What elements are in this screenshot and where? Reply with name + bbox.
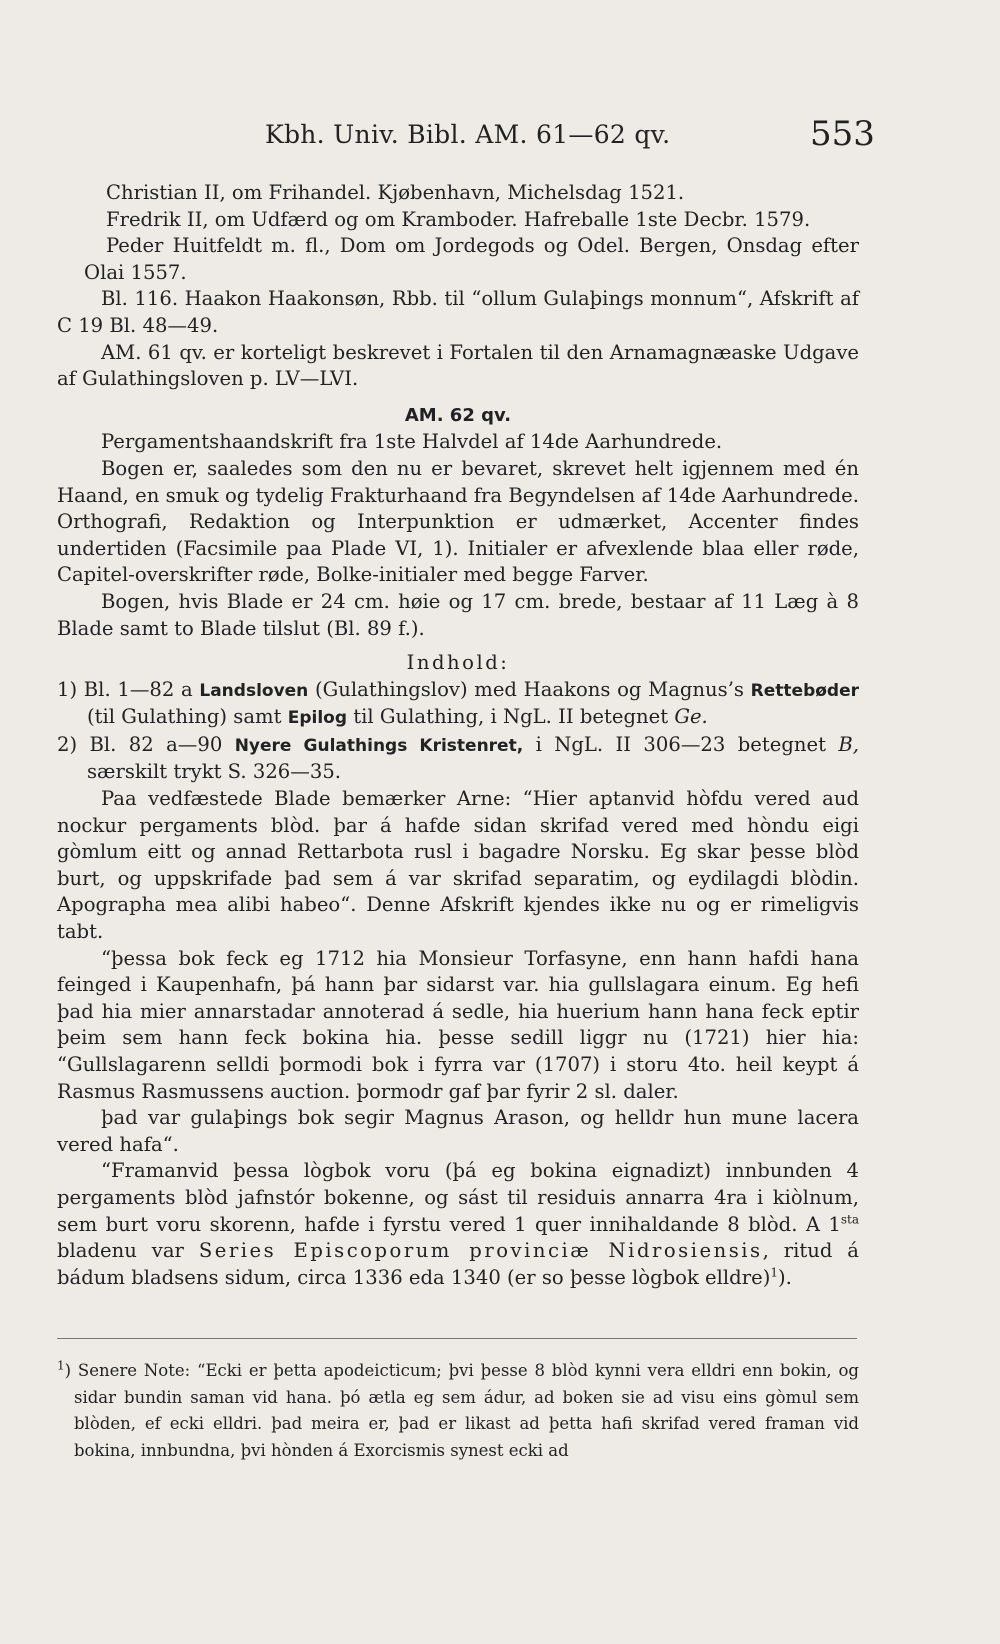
paragraph-dimensions: Bogen, hvis Blade er 24 cm. høie og 17 cm. brede, bestaar af 11 Læg à 8 Blade samt to Blade tilslut (Bl. 89 f.). [57, 589, 859, 640]
footnote-marker: 1 [57, 1358, 65, 1373]
entry-haakon: Bl. 116. Haakon Haakonsøn, Rbb. til “ollum Gulaþings monnum“, Afskrift af C 19 Bl. 48—49. [57, 287, 859, 337]
footnotes [57, 1358, 859, 1464]
footnote-reference: 1 [770, 1265, 778, 1280]
paragraph-hand: Bogen er, saaledes som den nu er bevaret, skrevet helt igjennem med én Haand, en smuk og tydelig Frakturhaand fra Begyndelsen af 14de Aarhundrede. Orthografi, Redaktion og Interpunktion er udmærket, Accenter findes undertiden (Facsimile paa Plade VI, 1). Initialer er afvexlende blaa eller røde, Capitel-overskrifter røde, Bolke-initialer med begge Farver. [57, 456, 859, 587]
paragraph-torfason: “þessa bok feck eg 1712 hia Monsieur Torfasyne, enn hann hafdi hana feinged i Kaupenhafn, þá hann þar sidarst var. hia gullslagara einum. Eg hefi þad hia mier annarstadar annoterad á sedle, hia huerium hann hana feck eptir þeim sem hann feck bokina hia. þesse sedill liggr nu (1721) hier hia: “Gullslagarenn selldi þormodi bok i fyrra var (1707) i storu 4to. heil keypt á Rasmus Rasmussens auction. þormodr gaf þar fyrir 2 sl. daler. [57, 946, 859, 1103]
entry-fredrik: Fredrik II, om Udfærd og om Kramboder. Hafreballe 1ste Decbr. 1579. [106, 207, 811, 231]
entry-am61: AM. 61 qv. er korteligt beskrevet i Fortalen til den Arnamagnæaske Udgave af Gulathingsloven p. LV—LVI. [57, 340, 859, 391]
main-text [57, 180, 859, 1291]
header-title: Kbh. Univ. Bibl. AM. 61—62 qv. [265, 120, 671, 149]
entry-peder: Peder Huitfeldt m. fl., Dom om Jordegods og Odel. Bergen, Onsdag efter Olai 1557. [84, 234, 859, 284]
running-header [0, 114, 1000, 158]
paragraph-gulathings: þad var gulaþings bok segir Magnus Arason, og helldr hun mune lacera vered hafa“. [57, 1106, 859, 1156]
paragraph-arne-note: Paa vedfæstede Blade bemærker Arne: “Hier aptanvid hòfdu vered aud nockur pergaments blòd. þar á hafde sidan skrifad vered med hòndu eigi gòmlum eitt og annad Rettarbota rusl i bagadre Norsku. Eg skar þesse blòd burt, og uppskrifade þad sem á var skrifad separatim, og eydilagdi blòdin. Apographa mea alibi habeo“. Denne Afskrift kjendes ikke nu og er rimeligvis tabt. [57, 787, 859, 944]
contents-heading: Indhold: [406, 651, 510, 675]
contents-item-1: 1) Bl. 1—82 a Landsloven (Gulathingslov) med Haakons og Magnus’s Rettebøder (til Gulathing) samt Epilog til Gulathing, i NgL. II betegnet Ge. [57, 677, 860, 729]
paragraph-framanvid: “Framanvid þessa lògbok voru (þá eg bokina eignadizt) innbunden 4 pergaments blòd jafnstór bokenne, og sást til residuis annarra 4ra i kiòlnum, sem burt voru skorenn, hafde i fyrstu vered 1 quer innihaldande 8 blòd. A $1^{sta}$ bladenu var Series Episcoporum provinciæ Nidrosiensis, ritud á bádum bladsens sidum, circa 1336 eda 1340 (er so þesse lògbok elldre)$^1$). [57, 1159, 859, 1289]
entry-christian: Christian II, om Frihandel. Kjøbenhavn, Michelsdag 1521. [106, 181, 685, 204]
paragraph-description: Pergamentshaandskrift fra 1ste Halvdel af 14de Aarhundrede. [101, 430, 723, 454]
page-number: 553 [810, 114, 875, 154]
contents-item-2: 2) Bl. 82 a—90 Nyere Gulathings Kristenret, i NgL. II 306—23 betegnet B, særskilt trykt S. 326—35. [57, 732, 859, 784]
footnote-1: $^1$) Senere Note: “Ecki er þetta apodeicticum; þvi þesse 8 blòd kynni vera elldri enn bokin, og sidar bundin saman vid hana. þó ætla eg sem ádur, ad boken sie ad visu eins gòmul sem blòden, ef ecki elldri. þad meira er, þad er likast ad þetta hafi skrifad vered framan vid bokina, innbundna, þvi hònden á Exorcismis synest ecki ad [57, 1358, 859, 1460]
section-heading: AM. 62 qv. [404, 404, 512, 426]
footnote-divider [57, 1338, 857, 1339]
